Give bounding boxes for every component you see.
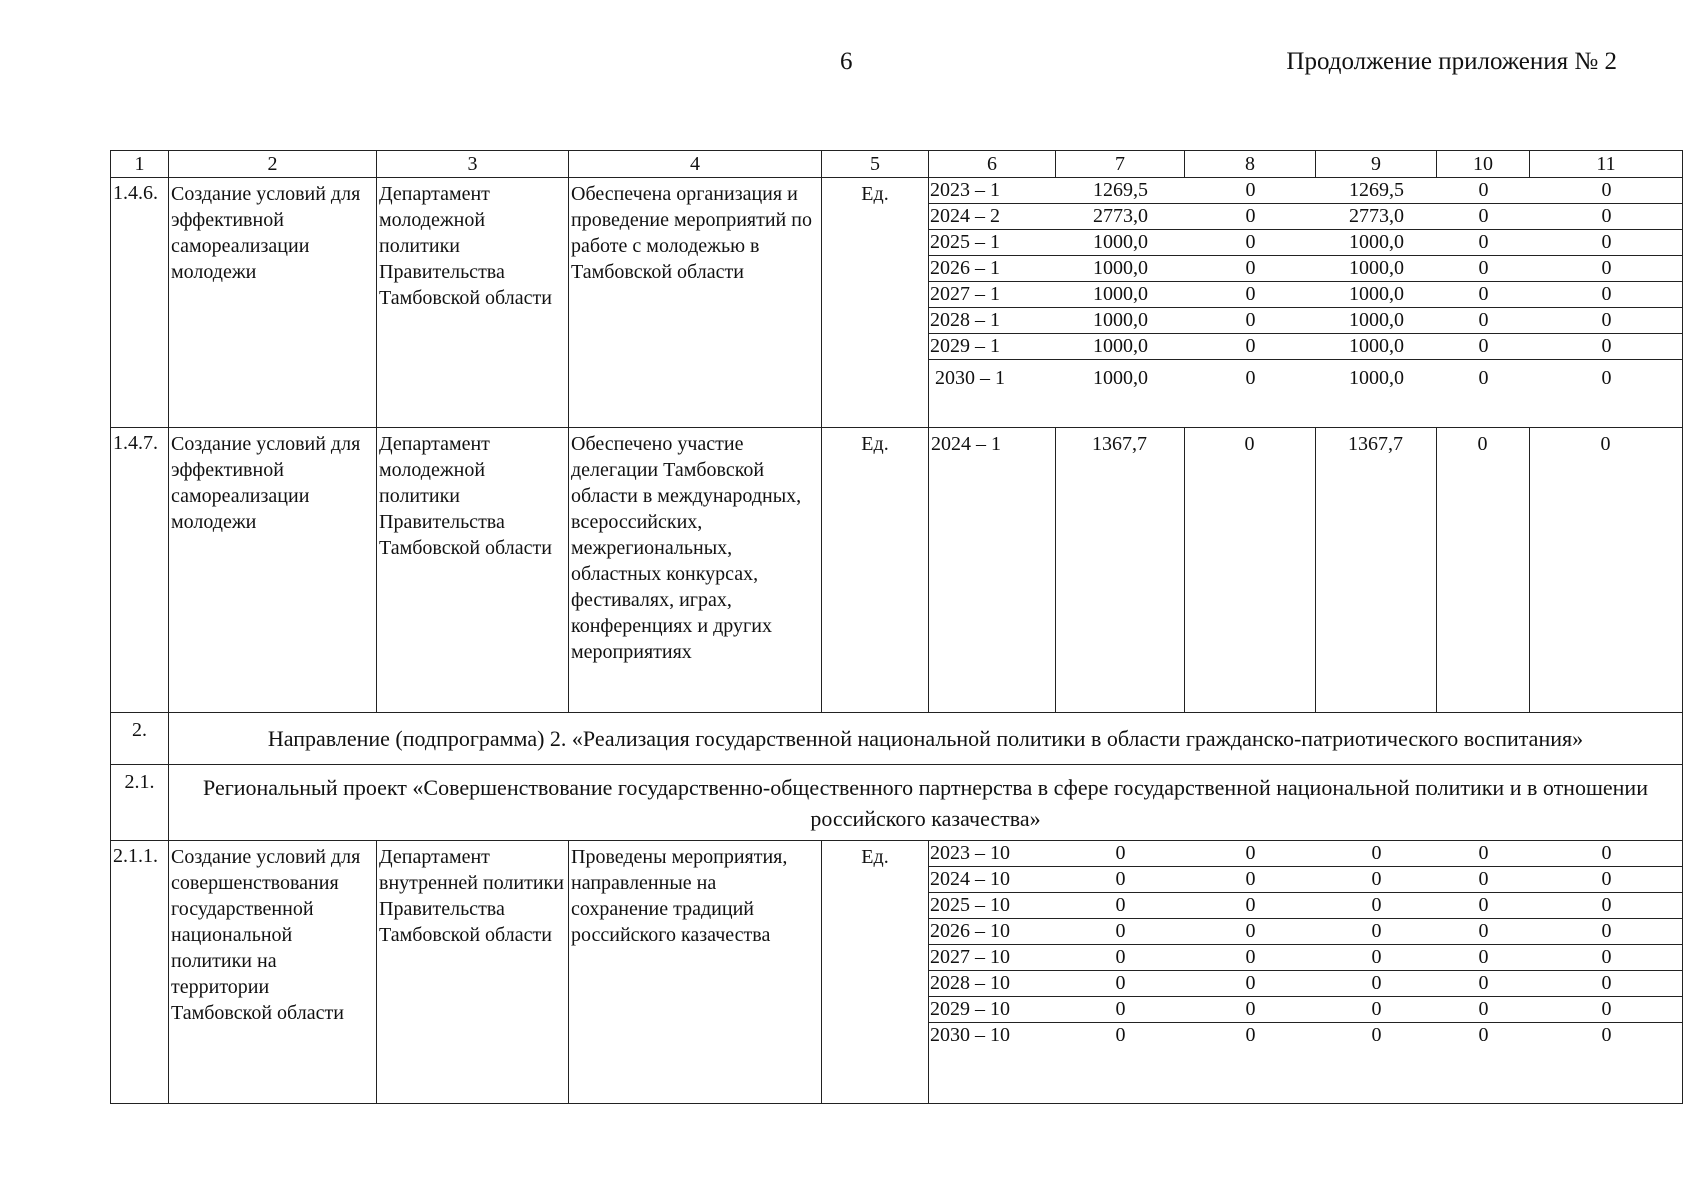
- value-c11: 0: [1530, 428, 1683, 713]
- direction-number: 2.: [111, 713, 169, 765]
- table-row: [111, 428, 1683, 713]
- value-c8: 0: [1185, 230, 1316, 256]
- value-c9: 1000,0: [1316, 230, 1437, 256]
- value-c11: 0: [1530, 919, 1683, 945]
- year-value: 2023 – 1: [929, 178, 1056, 204]
- value-c9: 0: [1316, 867, 1437, 893]
- value-c10: 0: [1437, 428, 1530, 713]
- year-value: 2030 – 10: [930, 1024, 1010, 1046]
- value-c8: 0: [1185, 971, 1316, 997]
- value-c8: 0: [1245, 1024, 1256, 1046]
- value-c8: 0: [1185, 893, 1316, 919]
- column-header: 2: [169, 151, 377, 178]
- year-value: 2026 – 1: [929, 256, 1056, 282]
- yearly-values: [929, 841, 1683, 1104]
- value-c9: 0: [1316, 919, 1437, 945]
- year-row: [929, 360, 1683, 420]
- year-row: [929, 1023, 1683, 1103]
- column-header: 1: [111, 151, 169, 178]
- value-c7: 1367,7: [1056, 428, 1185, 713]
- value-c9: 1367,7: [1316, 428, 1437, 713]
- value-c10: 0: [1437, 308, 1530, 334]
- table-row: [111, 841, 1683, 1104]
- year-value: 2030 – 1: [935, 367, 1005, 389]
- value-c8: 0: [1185, 282, 1316, 308]
- value-c7: 0: [1056, 841, 1185, 867]
- value-c7: 1000,0: [1056, 256, 1185, 282]
- value-c11: 0: [1530, 945, 1683, 971]
- value-c11: 0: [1530, 256, 1683, 282]
- value-c11: 0: [1530, 282, 1683, 308]
- row-number: 2.1.1.: [111, 841, 169, 1104]
- measure-result: Обеспечена организация и проведение мероприятий по работе с молодежью в Тамбовской области: [569, 178, 822, 428]
- value-c9: 1000,0: [1316, 256, 1437, 282]
- value-c8: 0: [1185, 178, 1316, 204]
- value-c10: 0: [1478, 367, 1489, 389]
- year-row: [929, 867, 1683, 893]
- value-c9: 0: [1371, 1024, 1382, 1046]
- value-c10: 0: [1437, 334, 1530, 360]
- value-c11: 0: [1530, 971, 1683, 997]
- year-value: 2027 – 1: [929, 282, 1056, 308]
- value-c7: 0: [1056, 997, 1185, 1023]
- value-c7: 1269,5: [1056, 178, 1185, 204]
- value-c11: 0: [1601, 1024, 1612, 1046]
- measure-result: Проведены мероприятия, направленные на сохранение традиций российского казачества: [569, 841, 822, 1104]
- year-row: [929, 919, 1683, 945]
- value-c8: 0: [1185, 334, 1316, 360]
- value-c10: 0: [1437, 971, 1530, 997]
- year-value: 2023 – 10: [929, 841, 1056, 867]
- year-row: [929, 256, 1683, 282]
- measure-result: Обеспечено участие делегации Тамбовской области в международных, всероссийских, межрегиональных, областных конкурсах, фестивалях, играх, конференциях и других мероприятиях: [569, 428, 822, 713]
- value-c8: 0: [1185, 919, 1316, 945]
- value-c10: 0: [1437, 893, 1530, 919]
- value-c7: 0: [1056, 867, 1185, 893]
- direction-row: [111, 713, 1683, 765]
- value-c10: 0: [1437, 945, 1530, 971]
- year-value: 2027 – 10: [929, 945, 1056, 971]
- value-c10: 0: [1478, 1024, 1489, 1046]
- value-c10: 0: [1437, 256, 1530, 282]
- year-row: [929, 841, 1683, 867]
- value-c8: 0: [1185, 841, 1316, 867]
- row-number: 1.4.6.: [111, 178, 169, 428]
- value-c8: 0: [1185, 256, 1316, 282]
- year-row: [929, 308, 1683, 334]
- value-c7: 1000,0: [1056, 308, 1185, 334]
- column-header: 4: [569, 151, 822, 178]
- year-value: 2024 – 1: [929, 428, 1056, 713]
- value-c9: 2773,0: [1316, 204, 1437, 230]
- value-c8: 0: [1185, 428, 1316, 713]
- value-c7: 0: [1056, 893, 1185, 919]
- value-c11: 0: [1530, 997, 1683, 1023]
- value-c10: 0: [1437, 841, 1530, 867]
- value-c11: 0: [1530, 841, 1683, 867]
- column-header: 6: [929, 151, 1056, 178]
- measures-table: [110, 150, 1683, 1104]
- yearly-values-table: [929, 841, 1683, 1103]
- page-number: 6: [840, 48, 853, 75]
- unit: Ед.: [822, 841, 929, 1104]
- value-c10: 0: [1437, 867, 1530, 893]
- value-c10: 0: [1437, 204, 1530, 230]
- column-header: 5: [822, 151, 929, 178]
- direction-title: Направление (подпрограмма) 2. «Реализация государственной национальной политики в области гражданско-патриотического воспитания»: [169, 713, 1683, 765]
- value-c7: 0: [1056, 945, 1185, 971]
- measure-title: Создание условий для совершенствования государственной национальной политики на территории Тамбовской области: [169, 841, 377, 1104]
- value-c11: 0: [1530, 867, 1683, 893]
- yearly-values-table: [929, 178, 1683, 420]
- year-row: [929, 997, 1683, 1023]
- value-c9: 1000,0: [1349, 367, 1404, 389]
- column-header: 10: [1437, 151, 1530, 178]
- appendix-continuation-title: Продолжение приложения № 2: [1286, 48, 1617, 75]
- year-value: 2029 – 10: [929, 997, 1056, 1023]
- value-c9: 0: [1316, 893, 1437, 919]
- year-value: 2026 – 10: [929, 919, 1056, 945]
- column-number-row: [111, 151, 1683, 178]
- unit: Ед.: [822, 428, 929, 713]
- table-row: [111, 178, 1683, 428]
- value-c7: 1000,0: [1093, 367, 1148, 389]
- value-c10: 0: [1437, 919, 1530, 945]
- year-value: 2025 – 10: [929, 893, 1056, 919]
- column-header: 3: [377, 151, 569, 178]
- year-value: 2028 – 10: [929, 971, 1056, 997]
- column-header: 8: [1185, 151, 1316, 178]
- value-c10: 0: [1437, 997, 1530, 1023]
- value-c8: 0: [1185, 867, 1316, 893]
- value-c8: 0: [1185, 997, 1316, 1023]
- year-row: [929, 204, 1683, 230]
- year-value: 2024 – 10: [929, 867, 1056, 893]
- responsible-department: Департамент молодежной политики Правительства Тамбовской области: [377, 178, 569, 428]
- value-c8: 0: [1245, 367, 1256, 389]
- value-c7: 1000,0: [1056, 334, 1185, 360]
- project-row: [111, 765, 1683, 841]
- value-c9: 1269,5: [1316, 178, 1437, 204]
- value-c10: 0: [1437, 282, 1530, 308]
- value-c11: 0: [1530, 893, 1683, 919]
- year-row: [929, 971, 1683, 997]
- measure-title: Создание условий для эффективной самореализации молодежи: [169, 178, 377, 428]
- value-c7: 2773,0: [1056, 204, 1185, 230]
- value-c8: 0: [1185, 308, 1316, 334]
- measure-title: Создание условий для эффективной самореализации молодежи: [169, 428, 377, 713]
- year-row: [929, 893, 1683, 919]
- value-c10: 0: [1437, 230, 1530, 256]
- year-value: 2025 – 1: [929, 230, 1056, 256]
- value-c9: 1000,0: [1316, 334, 1437, 360]
- unit: Ед.: [822, 178, 929, 428]
- year-row: [929, 945, 1683, 971]
- year-value: 2024 – 2: [929, 204, 1056, 230]
- value-c8: 0: [1185, 945, 1316, 971]
- row-number: 1.4.7.: [111, 428, 169, 713]
- value-c7: 0: [1056, 971, 1185, 997]
- value-c9: 1000,0: [1316, 282, 1437, 308]
- column-header: 9: [1316, 151, 1437, 178]
- year-row: [929, 230, 1683, 256]
- responsible-department: Департамент внутренней политики Правительства Тамбовской области: [377, 841, 569, 1104]
- value-c9: 0: [1316, 971, 1437, 997]
- value-c11: 0: [1530, 204, 1683, 230]
- value-c9: 0: [1316, 997, 1437, 1023]
- year-value: 2029 – 1: [929, 334, 1056, 360]
- value-c11: 0: [1530, 230, 1683, 256]
- year-row: [929, 282, 1683, 308]
- value-c11: 0: [1530, 334, 1683, 360]
- value-c9: 0: [1316, 841, 1437, 867]
- value-c11: 0: [1530, 178, 1683, 204]
- value-c7: 1000,0: [1056, 230, 1185, 256]
- value-c8: 0: [1185, 204, 1316, 230]
- year-row: [929, 334, 1683, 360]
- value-c11: 0: [1530, 308, 1683, 334]
- value-c9: 0: [1316, 945, 1437, 971]
- value-c11: 0: [1601, 367, 1612, 389]
- yearly-values: [929, 178, 1683, 428]
- responsible-department: Департамент молодежной политики Правительства Тамбовской области: [377, 428, 569, 713]
- project-number: 2.1.: [111, 765, 169, 841]
- value-c10: 0: [1437, 178, 1530, 204]
- project-title: Региональный проект «Совершенствование государственно-общественного партнерства в сфере государственной национальной политики и в отношении российского казачества»: [169, 765, 1683, 841]
- value-c9: 1000,0: [1316, 308, 1437, 334]
- value-c7: 0: [1115, 1024, 1126, 1046]
- value-c7: 1000,0: [1056, 282, 1185, 308]
- column-header: 11: [1530, 151, 1683, 178]
- year-row: [929, 178, 1683, 204]
- column-header: 7: [1056, 151, 1185, 178]
- year-value: 2028 – 1: [929, 308, 1056, 334]
- value-c7: 0: [1056, 919, 1185, 945]
